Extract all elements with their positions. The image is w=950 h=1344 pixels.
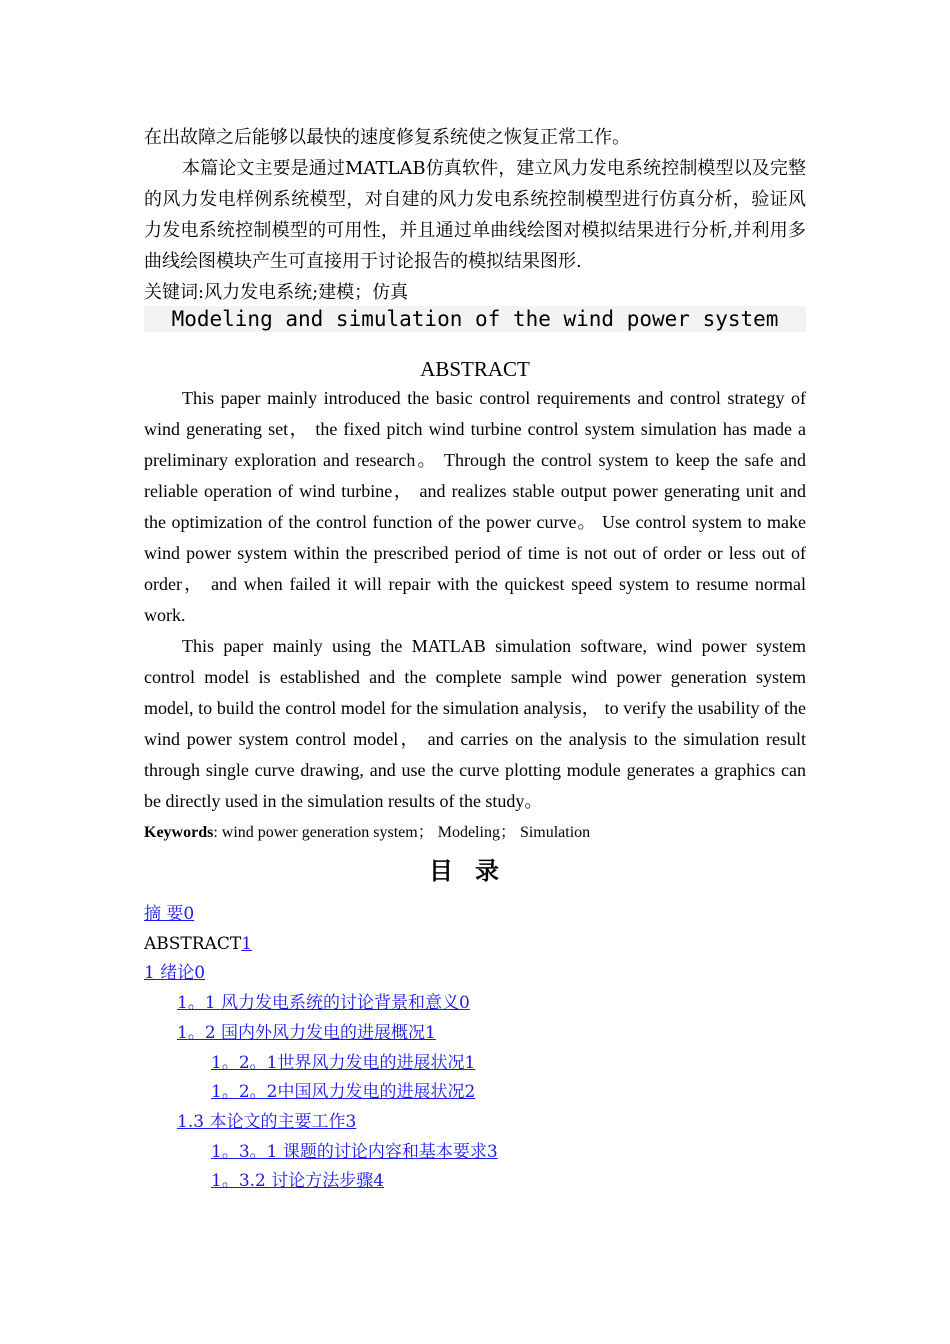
- english-abstract-paragraph-1: This paper mainly introduced the basic control requirements and control strategy of wind generating set， the fixed pitch wind turbine control system simulation has made a preliminary exploration and research。 Through the control system to keep the safe and reliable operation of wind turbine， and realizes stable output power generating unit and the optimization of the control function of the power curve。 Use control system to make wind power system within the prescribed period of time is not out of order or less out of order， and when failed it will repair with the quickest speed system to resume normal work.: [144, 388, 806, 625]
- toc-link[interactable]: 1。1 风力发电系统的讨论背景和意义0: [177, 993, 470, 1013]
- abstract-heading: ABSTRACT: [420, 357, 530, 381]
- toc-link[interactable]: 1。3。1 课题的讨论内容和基本要求3: [211, 1142, 498, 1162]
- toc-link[interactable]: 1。2 国内外风力发电的进展概况1: [177, 1023, 436, 1043]
- toc-item-1-1[interactable]: [177, 991, 470, 1015]
- toc-label: ABSTRACT: [144, 934, 242, 954]
- keywords-label: Keywords: [144, 824, 214, 841]
- english-title: Modeling and simulation of the wind power system: [171, 307, 779, 331]
- english-abstract-paragraph-2: This paper mainly using the MATLAB simulation software, wind power system control model is established and the complete sample wind power generation system model, to build the control model for the simulation analysis， to verify the usability of the wind power system control model， and carries on the analysis to the simulation result through single curve drawing, and use the curve plotting module generates a graphics can be directly used in the simulation results of the study。: [144, 636, 806, 811]
- chinese-keywords: 关键词:风力发电系统;建模；仿真: [144, 282, 409, 303]
- toc-item-1-2-1[interactable]: [211, 1051, 475, 1075]
- toc-link[interactable]: 1。3.2 讨论方法步骤4: [211, 1171, 385, 1191]
- toc-item-abstract[interactable]: [144, 932, 252, 956]
- toc-link[interactable]: 1。2。2中国风力发电的进展状况2: [211, 1082, 476, 1102]
- keywords-text: : wind power generation system； Modeling； Simulation: [213, 824, 591, 841]
- english-keywords: [144, 821, 590, 845]
- toc-page-link[interactable]: 1: [241, 934, 253, 954]
- toc-link[interactable]: 摘 要0: [144, 904, 195, 924]
- toc-item-1-2-2[interactable]: [211, 1080, 475, 1104]
- toc-link[interactable]: 1。2。1世界风力发电的进展状况1: [211, 1053, 476, 1073]
- toc-item-1-2[interactable]: [177, 1021, 436, 1045]
- chinese-abstract-paragraph: 本篇论文主要是通过MATLAB仿真软件，建立风力发电系统控制模型以及完整的风力发电样例系统模型，对自建的风力发电系统控制模型进行仿真分析，验证风力发电系统控制模型的可用性，并且通过单曲线绘图对模拟结果进行分析,并利用多曲线绘图模块产生可直接用于讨论报告的模拟结果图形.: [144, 158, 806, 272]
- toc-item-1-3[interactable]: [177, 1110, 356, 1134]
- toc-link[interactable]: 1 绪论0: [144, 963, 206, 983]
- toc-item-chapter-1[interactable]: [144, 961, 205, 985]
- toc-link[interactable]: 1.3 本论文的主要工作3: [177, 1112, 357, 1132]
- english-abstract-body: [144, 383, 806, 817]
- chinese-abstract-line: 在出故障之后能够以最快的速度修复系统使之恢复正常工作。: [144, 127, 630, 148]
- toc-heading: 目录: [429, 856, 521, 885]
- chinese-abstract-continuation: [144, 122, 806, 308]
- toc-item-1-3-2[interactable]: [211, 1169, 384, 1193]
- toc-item-summary[interactable]: [144, 902, 194, 926]
- toc-item-1-3-1[interactable]: [211, 1140, 498, 1164]
